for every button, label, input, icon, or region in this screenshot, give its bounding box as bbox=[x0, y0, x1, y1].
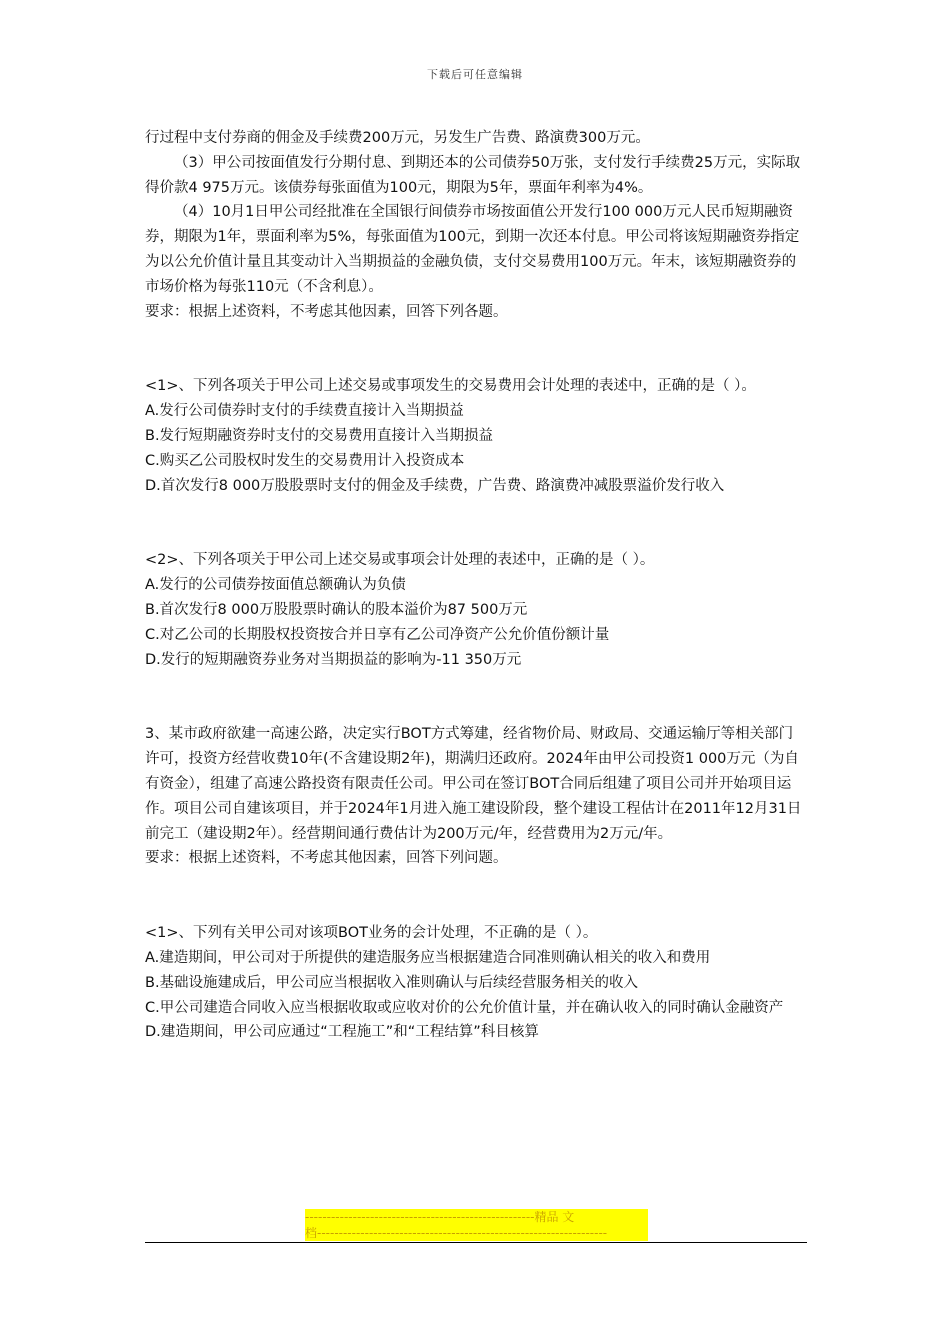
option-d: D.建造期间，甲公司应通过“工程施工”和“工程结算”科目核算 bbox=[145, 1024, 539, 1041]
option-b: B.首次发行8 000万股股票时确认的股本溢价为87 500万元 bbox=[145, 601, 528, 618]
footer-line-2: 档------------------------------------------------------------------- bbox=[305, 1226, 608, 1240]
document-body bbox=[145, 126, 807, 1045]
option-d: D.首次发行8 000万股股票时支付的佣金及手续费，广告费、路演费冲减股票溢价发行收入 bbox=[145, 477, 725, 494]
footer-line-1: -----------------------------------------------------精品 文 bbox=[305, 1210, 575, 1224]
question-2 bbox=[145, 548, 807, 672]
spacer bbox=[145, 871, 807, 921]
option-b: B.基础设施建成后，甲公司应当根据收入准则确认与后续经营服务相关的收入 bbox=[145, 974, 639, 991]
material-item-3: （3）甲公司按面值发行分期付息、到期还本的公司债券50万张，支付发行手续费25万元，实际取得价款4 975万元。该债券每张面值为100元，期限为5年，票面年利率为4%。 bbox=[145, 154, 801, 196]
spacer bbox=[145, 672, 807, 722]
page-header: 下载后可任意编辑 bbox=[427, 68, 523, 81]
question-stem: <1>、下列各项关于甲公司上述交易或事项发生的交易费用会计处理的表述中，正确的是（ ）。 bbox=[145, 378, 756, 395]
option-b: B.发行短期融资券时支付的交易费用直接计入当期损益 bbox=[145, 427, 494, 444]
material-continuation: 行过程中支付券商的佣金及手续费200万元，另发生广告费、路演费300万元。 bbox=[145, 130, 650, 146]
option-d: D.发行的短期融资券业务对当期损益的影响为-11 350万元 bbox=[145, 651, 522, 668]
question-stem: <2>、下列各项关于甲公司上述交易或事项会计处理的表述中，正确的是（ ）。 bbox=[145, 552, 655, 569]
option-c: C.甲公司建造合同收入应当根据收取或应收对价的公允价值计量，并在确认收入的同时确认金融资产 bbox=[145, 999, 784, 1016]
spacer bbox=[145, 324, 807, 374]
case-description: 3、某市政府欲建一高速公路，决定实行BOT方式筹建，经省物价局、财政局、交通运输厅等相关部门许可，投资方经营收费10年(不含建设期2年)，期满归还政府。2024年由甲公司投资1 000万元（为自有资金），组建了高速公路投资有限责任公司。甲公司在签订BOT合同后组建了项目公司并开始项目运作。项目公司自建该项目，并于2024年1月进入施工建设阶段，整个建设工程估计在2011年12月31日前完工（建设期2年）。经营期间通行费估计为200万元/年，经营费用为2万元/年。 bbox=[145, 726, 802, 842]
option-c: C.购买乙公司股权时发生的交易费用计入投资成本 bbox=[145, 452, 465, 469]
material-item-4: （4）10月1日甲公司经批准在全国银行间债券市场按面值公开发行100 000万元人民币短期融资券，期限为1年，票面利率为5%，每张面值为100元，到期一次还本付息。甲公司将该短期融资券指定为以公允价值计量且其变动计入当期损益的金融负债，支付交易费用100万元。年末，该短期融资券的市场价格为每张110元（不含利息）。 bbox=[145, 204, 800, 295]
question-1 bbox=[145, 374, 807, 498]
case-3 bbox=[145, 722, 807, 871]
option-a: A.发行的公司债券按面值总额确认为负债 bbox=[145, 577, 406, 594]
spacer bbox=[145, 498, 807, 548]
case-requirement: 要求：根据上述资料，不考虑其他因素，回答下列问题。 bbox=[145, 850, 508, 867]
footer-watermark bbox=[305, 1209, 648, 1241]
option-a: A.建造期间，甲公司对于所提供的建造服务应当根据建造合同准则确认相关的收入和费用 bbox=[145, 949, 711, 966]
option-a: A.发行公司债券时支付的手续费直接计入当期损益 bbox=[145, 403, 464, 420]
footer-divider bbox=[145, 1242, 807, 1243]
material-requirement: 要求：根据上述资料，不考虑其他因素，回答下列各题。 bbox=[145, 303, 508, 320]
question-3-1 bbox=[145, 921, 807, 1045]
option-c: C.对乙公司的长期股权投资按合并日享有乙公司净资产公允价值份额计量 bbox=[145, 626, 610, 643]
question-stem: <1>、下列有关甲公司对该项BOT业务的会计处理，不正确的是（ ）。 bbox=[145, 925, 598, 942]
